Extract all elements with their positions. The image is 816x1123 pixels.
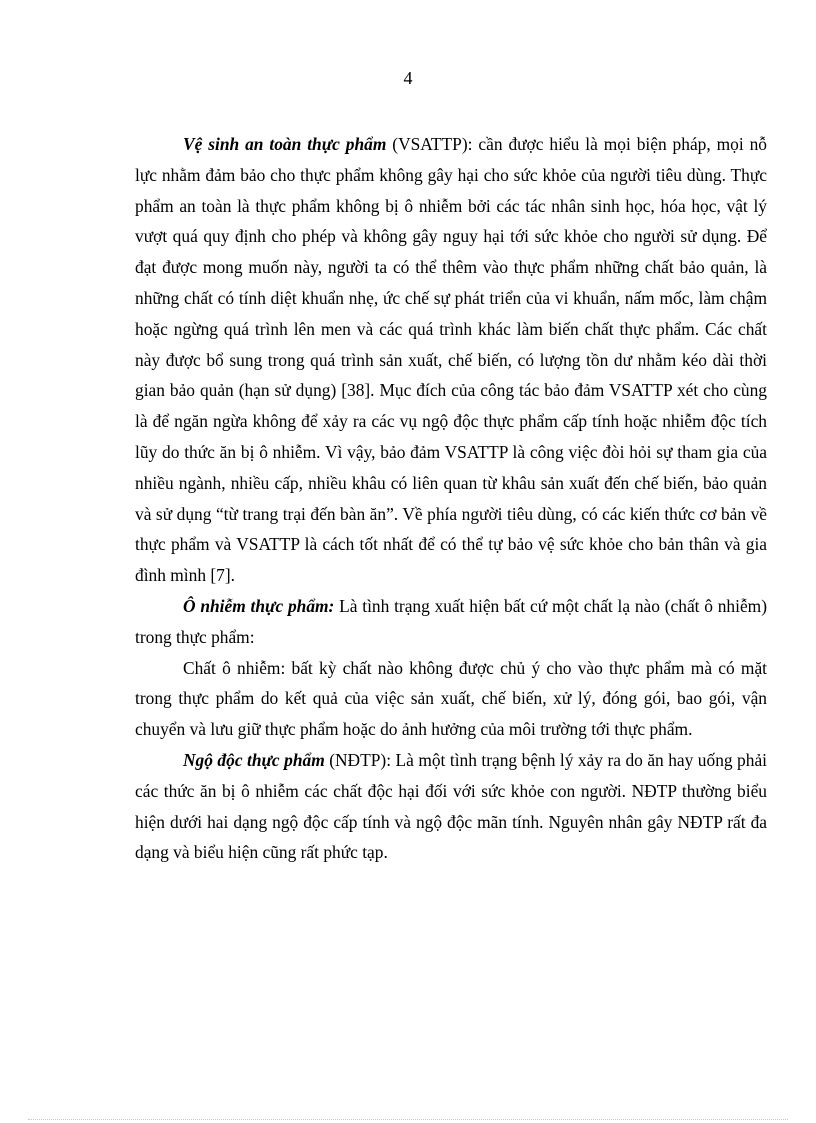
paragraph-o-nhiem [135,591,767,653]
term-o-nhiem: Ô nhiễm thực phẩm: [183,595,335,616]
term-ndtp: Ngộ độc thực phẩm [183,749,325,770]
paragraph-vsattp [135,129,767,591]
paragraph-vsattp-text: (VSATTP): cần được hiểu là mọi biện pháp, mọi nỗ lực nhằm đảm bảo cho thực phẩm không gây hại cho sức khỏe của người tiêu dùng. Thực phẩm an toàn là thực phẩm không bị ô nhiễm bởi các tác nhân sinh học, hóa học, vật lý vượt quá quy định cho phép và không gây nguy hại tới sức khỏe cho người sử dụng. Để đạt được mong muốn này, người ta có thể thêm vào thực phẩm những chất bảo quản, là những chất có tính diệt khuẩn nhẹ, ức chế sự phát triển của vi khuẩn, nấm mốc, làm chậm hoặc ngừng quá trình lên men và các quá trình khác làm biến chất thực phẩm. Các chất này được bổ sung trong quá trình sản xuất, chế biến, có lượng tồn dư nhằm kéo dài thời gian bảo quản (hạn sử dụng) [38]. Mục đích của công tác bảo đảm VSATTP xét cho cùng là để ngăn ngừa không để xảy ra các vụ ngộ độc thực phẩm cấp tính hoặc nhiễm độc tích lũy do thức ăn bị ô nhiễm. Vì vậy, bảo đảm VSATTP là công việc đòi hỏi sự tham gia của nhiều ngành, nhiều cấp, nhiều khâu có liên quan từ khâu sản xuất đến chế biến, bảo quản và sử dụng “từ trang trại đến bàn ăn”. Về phía người tiêu dùng, có các kiến thức cơ bản về thực phẩm và VSATTP là cách tốt nhất để có thể tự bảo vệ sức khỏe cho bản thân và gia đình mình [7]. [135,134,767,586]
paragraph-chat-o-nhiem-text: Chất ô nhiễm: bất kỳ chất nào không được chủ ý cho vào thực phẩm mà có mặt trong thực phẩm do kết quả của việc sản xuất, chế biến, xử lý, đóng gói, bao gói, vận chuyển và lưu giữ thực phẩm hoặc do ảnh hưởng của môi trường tới thực phẩm. [135,657,767,740]
paragraph-ndtp-text: (NĐTP): Là một tình trạng bệnh lý xảy ra do ăn hay uống phải các thức ăn bị ô nhiễm các chất độc hại đối với sức khỏe con người. NĐTP thường biểu hiện dưới hai dạng ngộ độc cấp tính và ngộ độc mãn tính. Nguyên nhân gây NĐTP rất đa dạng và biểu hiện cũng rất phức tạp. [135,749,767,863]
bottom-divider [28,1119,788,1120]
document-body [135,129,767,868]
term-vsattp: Vệ sinh an toàn thực phẩm [183,134,387,154]
paragraph-o-nhiem-text: Là tình trạng xuất hiện bất cứ một chất lạ nào (chất ô nhiễm) trong thực phẩm: [135,595,767,647]
paragraph-chat-o-nhiem [135,653,767,745]
paragraph-ndtp [135,745,767,868]
page-number: 4 [403,68,413,88]
